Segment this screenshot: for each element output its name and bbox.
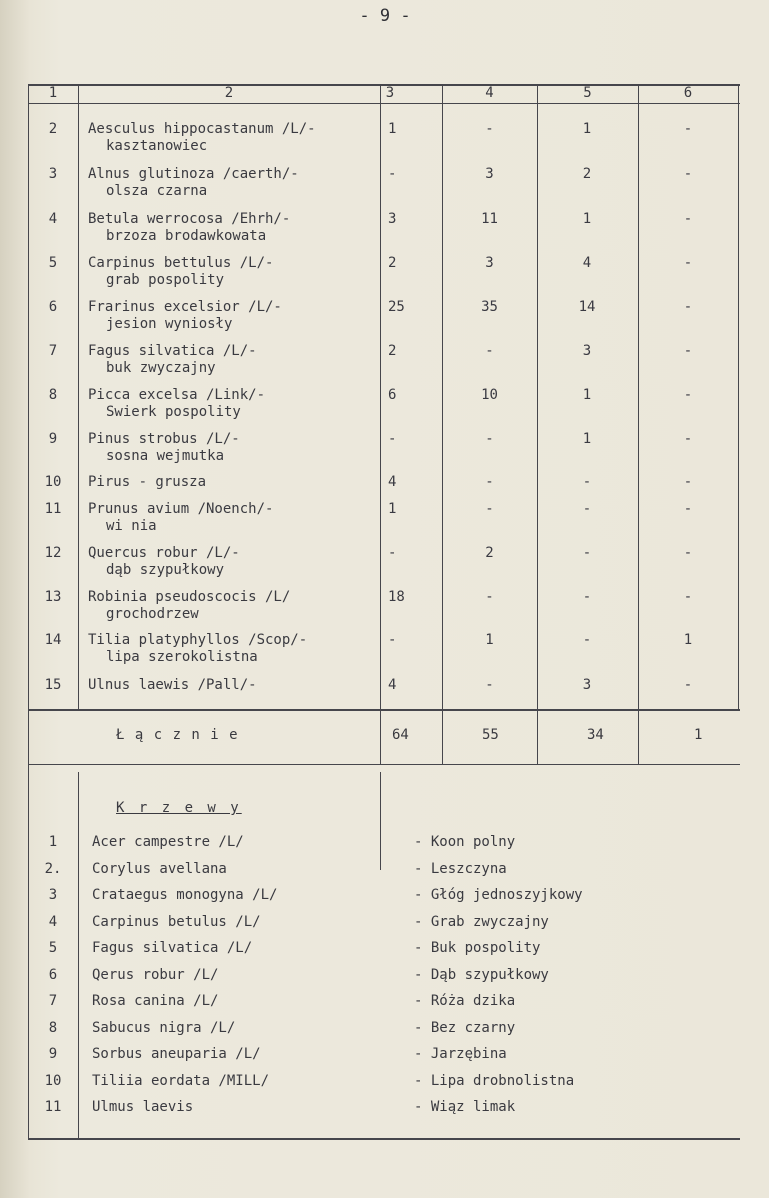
tree-latin-name: Betula werrocosa /Ehrh/-: [88, 211, 291, 227]
shrub-row-number: 4: [48, 913, 58, 930]
tree-polish-name: olsza czarna: [106, 183, 208, 199]
tree-col5-value: 1: [582, 431, 592, 447]
tree-col6-value: -: [683, 589, 693, 605]
tree-col5-value: 3: [582, 343, 592, 359]
header-rule: [28, 103, 740, 104]
tree-col3-value: 4: [388, 677, 397, 693]
tree-col3-value: 1: [388, 501, 397, 517]
col-divider-5: [638, 84, 639, 764]
page-number: - 9 -: [359, 6, 411, 26]
tree-col6-value: -: [683, 299, 693, 315]
shrub-latin-name: Fagus silvatica /L/: [92, 940, 253, 956]
tree-col3-value: -: [388, 166, 397, 182]
tree-polish-name: lipa szerokolistna: [106, 649, 258, 665]
shrub-latin-name: Rosa canina /L/: [92, 993, 219, 1009]
shrub-latin-name: Crataegus monogyna /L/: [92, 887, 278, 903]
tree-col5-value: 14: [578, 299, 596, 315]
tree-col3-value: 1: [388, 121, 397, 137]
shrub-row-number: 5: [48, 940, 58, 956]
tree-latin-name: Quercus robur /L/-: [88, 545, 240, 561]
shrub-polish-name: - Grab zwyczajny: [414, 913, 549, 930]
tree-col3-value: 3: [388, 211, 397, 227]
shrub-row-number: 9: [48, 1046, 58, 1062]
totals-col4: 55: [482, 727, 499, 743]
shrub-polish-name: - Wiąz limak: [414, 1099, 516, 1115]
totals-bottom-rule: [28, 764, 740, 765]
tree-latin-name: Robinia pseudoscocis /L/: [88, 589, 291, 605]
tree-polish-name: jesion wyniosły: [106, 316, 233, 332]
tree-col4-value: 11: [481, 211, 498, 227]
tree-col4-value: -: [485, 121, 494, 137]
tree-polish-name: brzoza brodawkowata: [106, 228, 267, 244]
shrub-row-number: 2.: [44, 860, 62, 877]
shrub-row-number: 11: [44, 1099, 62, 1115]
tree-col6-value: -: [683, 501, 693, 517]
tree-col4-value: 3: [485, 255, 494, 271]
shrub-latin-name: Acer campestre /L/: [92, 834, 244, 850]
shrub-polish-name: - Leszczyna: [414, 860, 507, 877]
tree-latin-name: Ulnus laewis /Pall/-: [88, 677, 257, 693]
shrub-polish-name: - Koon polny: [414, 834, 516, 850]
tree-col4-value: -: [485, 431, 494, 447]
tree-row-number: 8: [48, 387, 58, 403]
shrub-latin-name: Tiliia eordata /MILL/: [92, 1072, 270, 1089]
right-border: [738, 84, 739, 710]
tree-col3-value: -: [388, 431, 397, 447]
shrub-col-divider-1: [78, 772, 79, 1138]
shrub-latin-name: Carpinus betulus /L/: [92, 913, 261, 930]
tree-row-number: 13: [44, 589, 62, 605]
tree-latin-name: Pinus strobus /L/-: [88, 431, 240, 447]
tree-col4-value: 10: [481, 387, 498, 403]
tree-row-number: 14: [44, 632, 62, 648]
shrub-polish-name: - Głóg jednoszyjkowy: [414, 887, 583, 903]
table-bottom-rule: [28, 1138, 740, 1140]
totals-col5: 34: [587, 727, 604, 743]
col-header-4: 4: [485, 85, 494, 101]
tree-row-number: 11: [44, 501, 62, 517]
tree-col3-value: 18: [388, 589, 405, 605]
col-header-1: 1: [48, 85, 58, 101]
shrubs-title: K r z e w y: [116, 800, 242, 816]
tree-latin-name: Aesculus hippocastanum /L/-: [88, 121, 316, 137]
tree-polish-name: dąb szypułkowy: [106, 562, 225, 578]
tree-col4-value: -: [485, 677, 494, 693]
tree-col3-value: 25: [388, 299, 405, 315]
shrub-latin-name: Corylus avellana: [92, 860, 227, 877]
tree-row-number: 4: [48, 211, 58, 227]
tree-col3-value: -: [388, 545, 397, 561]
tree-col6-value: -: [683, 545, 693, 561]
shrub-polish-name: - Lipa drobnolistna: [414, 1072, 575, 1089]
shrub-latin-name: Ulmus laevis: [92, 1099, 194, 1115]
tree-col6-value: -: [683, 677, 693, 693]
tree-col5-value: 4: [582, 255, 592, 271]
tree-col4-value: -: [485, 501, 494, 517]
tree-polish-name: grochodrzew: [106, 606, 199, 622]
tree-col6-value: -: [683, 211, 693, 227]
tree-latin-name: Fagus silvatica /L/-: [88, 343, 257, 359]
tree-latin-name: Pirus - grusza: [88, 474, 207, 490]
shrub-polish-name: - Jarzębina: [414, 1046, 507, 1062]
tree-latin-name: Carpinus bettulus /L/-: [88, 255, 274, 271]
tree-col6-value: 1: [683, 632, 693, 648]
tree-row-number: 6: [48, 299, 58, 315]
tree-col6-value: -: [683, 255, 693, 271]
shrub-row-number: 7: [48, 993, 58, 1009]
tree-row-number: 12: [44, 545, 62, 561]
tree-col3-value: 2: [388, 343, 397, 359]
totals-col3: 64: [392, 727, 409, 743]
tree-col5-value: 2: [582, 166, 592, 182]
tree-row-number: 3: [48, 166, 58, 182]
totals-col6: 1: [694, 727, 703, 743]
shrub-polish-name: - Dąb szypułkowy: [414, 966, 549, 983]
tree-col5-value: -: [582, 501, 592, 517]
shrub-row-number: 10: [44, 1072, 62, 1089]
shrub-row-number: 3: [48, 887, 58, 903]
tree-latin-name: Prunus avium /Noench/-: [88, 501, 274, 517]
tree-col5-value: 3: [582, 677, 592, 693]
shrub-latin-name: Qerus robur /L/: [92, 966, 219, 983]
tree-col5-value: 1: [582, 387, 592, 403]
totals-top-rule: [28, 709, 740, 711]
tree-col4-value: 1: [485, 632, 494, 648]
tree-row-number: 2: [48, 121, 58, 137]
shrub-row-number: 6: [48, 966, 58, 983]
shrub-polish-name: - Buk pospolity: [414, 940, 541, 956]
tree-latin-name: Frarinus excelsior /L/-: [88, 299, 282, 315]
tree-col3-value: 2: [388, 255, 397, 271]
tree-polish-name: buk zwyczajny: [106, 360, 216, 376]
tree-col4-value: 3: [485, 166, 494, 182]
tree-col6-value: -: [683, 343, 693, 359]
totals-label: Ł ą c z n i e: [116, 727, 239, 743]
tree-col6-value: -: [683, 387, 693, 403]
tree-col6-value: -: [683, 474, 693, 490]
col-header-2: 2: [224, 85, 234, 101]
tree-col5-value: 1: [582, 211, 592, 227]
tree-col4-value: 2: [485, 545, 494, 561]
tree-polish-name: Swierk pospolity: [106, 404, 241, 420]
tree-latin-name: Tilia platyphyllos /Scop/-: [88, 632, 308, 648]
tree-col5-value: -: [582, 545, 592, 561]
tree-latin-name: Picca excelsa /Link/-: [88, 387, 266, 403]
tree-col5-value: -: [582, 474, 592, 490]
tree-col4-value: -: [485, 343, 494, 359]
tree-row-number: 7: [48, 343, 58, 359]
tree-col3-value: 4: [388, 474, 397, 490]
tree-polish-name: grab pospolity: [106, 272, 225, 288]
col-divider-2: [380, 84, 381, 709]
tree-col5-value: 1: [582, 121, 592, 137]
tree-polish-name: kasztanowiec: [106, 138, 208, 154]
shrub-latin-name: Sabucus nigra /L/: [92, 1019, 236, 1036]
tree-col4-value: -: [485, 589, 494, 605]
col-divider-4: [537, 84, 538, 764]
totals-divider: [380, 711, 381, 764]
tree-col4-value: -: [485, 474, 494, 490]
shrub-row-number: 8: [48, 1019, 58, 1036]
tree-col6-value: -: [683, 431, 693, 447]
shrub-polish-name: - Róża dzika: [414, 993, 516, 1009]
tree-col5-value: -: [582, 632, 592, 648]
tree-latin-name: Alnus glutinoza /caerth/-: [88, 166, 299, 182]
col-header-5: 5: [583, 85, 592, 101]
tree-col4-value: 35: [481, 299, 498, 315]
tree-row-number: 9: [48, 431, 58, 447]
tree-col6-value: -: [683, 121, 693, 137]
shrub-latin-name: Sorbus aneuparia /L/: [92, 1046, 261, 1062]
shrub-row-number: 1: [48, 834, 58, 850]
tree-col5-value: -: [582, 589, 592, 605]
shrub-polish-name: - Bez czarny: [414, 1019, 516, 1036]
shrub-col-divider-2: [380, 772, 381, 870]
tree-polish-name: wi nia: [106, 518, 157, 534]
tree-polish-name: sosna wejmutka: [106, 448, 225, 464]
tree-col3-value: 6: [388, 387, 397, 403]
col-header-6: 6: [683, 85, 693, 101]
col-header-3: 3: [385, 85, 395, 101]
tree-row-number: 10: [44, 474, 62, 490]
col-divider-3: [442, 84, 443, 764]
tree-row-number: 5: [48, 255, 58, 271]
tree-col3-value: -: [388, 632, 397, 648]
col-divider-1: [78, 84, 79, 709]
tree-row-number: 15: [44, 677, 62, 693]
tree-col6-value: -: [683, 166, 693, 182]
